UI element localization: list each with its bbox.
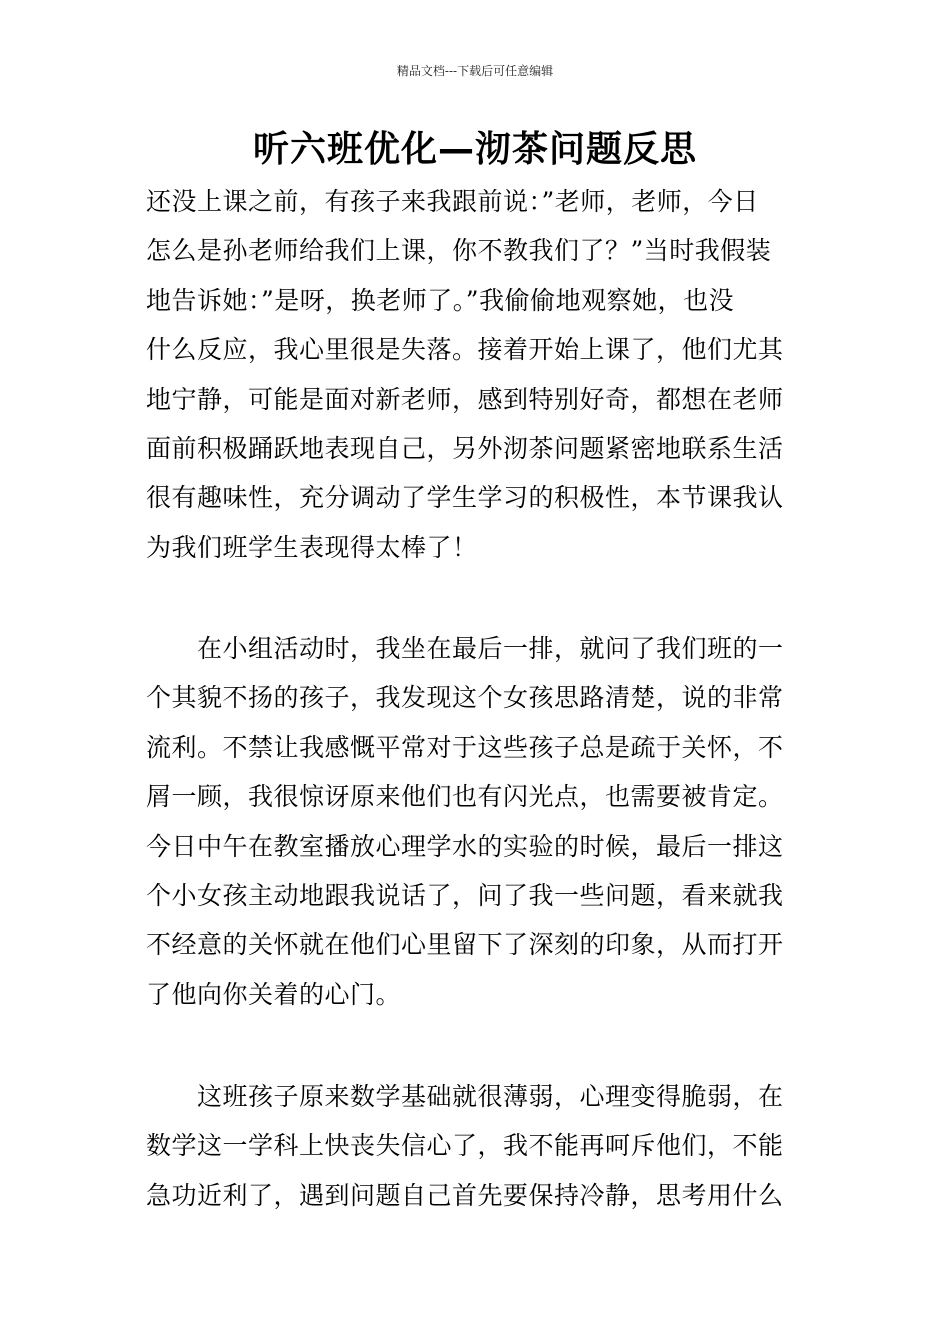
paragraph-line: 个小女孩主动地跟我说话了，问了我一些问题，看来就我 — [146, 881, 784, 911]
paragraph-1 — [146, 177, 806, 572]
paragraph-line: 了他向你关着的心门。 — [146, 979, 402, 1009]
paragraph-line: 为我们班学生表现得太棒了！ — [146, 532, 478, 562]
paragraph-2 — [146, 624, 806, 1019]
paragraph-line: 今日中午在教室播放心理学水的实验的时候，最后一排这 — [146, 831, 784, 861]
paragraph-3 — [146, 1072, 806, 1220]
paragraph-line: 地宁静，可能是面对新老师，感到特别好奇，都想在老师 — [146, 384, 784, 414]
paragraph-line: 怎么是孙老师给我们上课，你不教我们了？”当时我假装 — [146, 236, 772, 266]
paragraph-line: 面前积极踊跃地表现自己，另外沏茶问题紧密地联系生活 — [146, 434, 784, 464]
document-title: 听六班优化—沏茶问题反思 — [252, 129, 697, 170]
paragraph-line: 数学这一学科上快丧失信心了，我不能再呵斥他们，不能 — [146, 1131, 784, 1161]
paragraph-line: 地告诉她：”是呀，换老师了。”我偷偷地观察她，也没 — [146, 285, 735, 315]
paragraph-line: 流利。不禁让我感慨平常对于这些孩子总是疏于关怀，不 — [146, 732, 784, 762]
paragraph-line: 个其貌不扬的孩子，我发现这个女孩思路清楚，说的非常 — [146, 683, 784, 713]
paragraph-line: 什么反应，我心里很是失落。接着开始上课了，他们尤其 — [146, 335, 784, 365]
paragraph-line: 还没上课之前，有孩子来我跟前说：”老师，老师，今日 — [146, 187, 759, 216]
paragraph-line: 屑一顾，我很惊讶原来他们也有闪光点，也需要被肯定。 — [146, 782, 784, 812]
page-header: 精品文档---下载后可任意编辑 — [396, 64, 554, 78]
paragraph-line: 不经意的关怀就在他们心里留下了深刻的印象，从而打开 — [146, 930, 784, 960]
paragraph-line: 很有趣味性，充分调动了学生学习的积极性，本节课我认 — [146, 483, 784, 513]
paragraph-line: 这班孩子原来数学基础就很薄弱，心理变得脆弱，在 — [146, 1082, 784, 1111]
paragraph-line: 在小组活动时，我坐在最后一排，就问了我们班的一 — [146, 634, 784, 663]
paragraph-line: 急功近利了，遇到问题自己首先要保持冷静，思考用什么 — [146, 1180, 784, 1210]
